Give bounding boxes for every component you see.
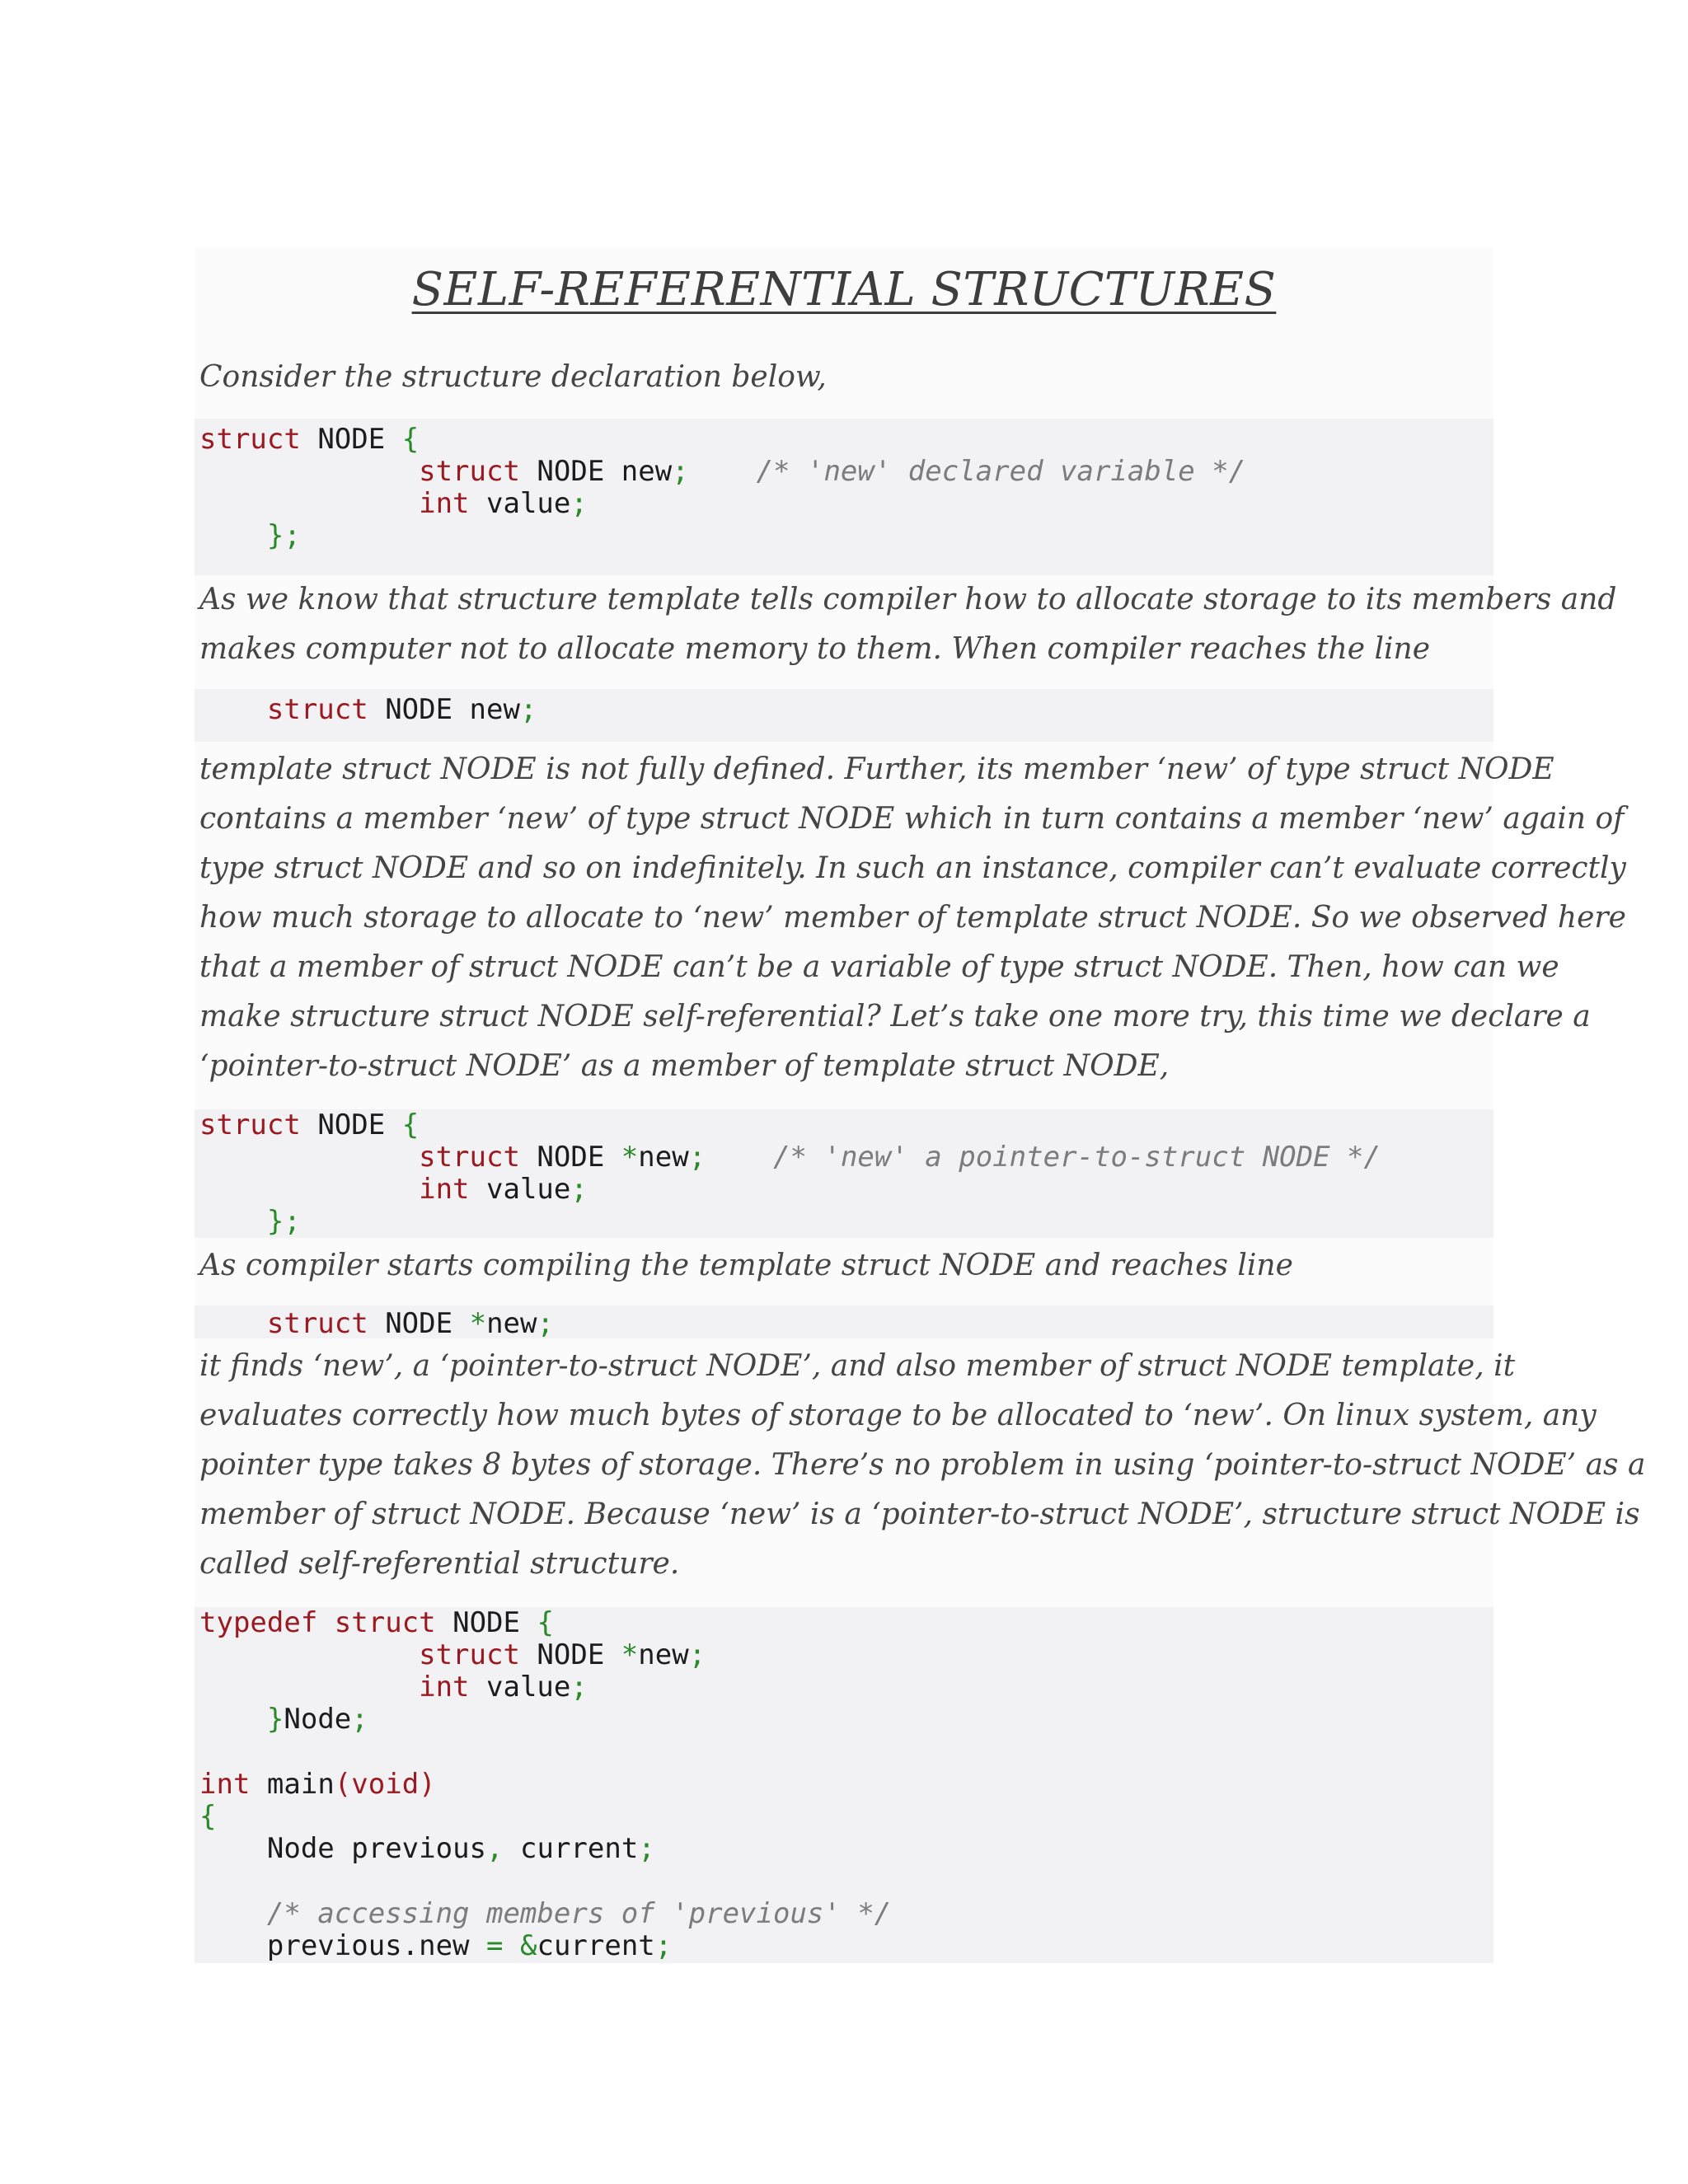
paragraph-line: that a member of struct NODE can’t be a variable of type struct NODE. Then, how can we xyxy=(199,950,1559,984)
code-line: }; xyxy=(266,1205,301,1238)
code-line: }; xyxy=(266,519,301,552)
paragraph-line: called self-referential structure. xyxy=(199,1547,680,1581)
paragraph-line: evaluates correctly how much bytes of storage to be allocated to ‘new’. On linux system, any xyxy=(199,1399,1597,1432)
code-block-line-pointer xyxy=(195,1305,1493,1338)
code-line: struct NODE *new; /* 'new' a pointer-to-struct NODE */ xyxy=(419,1141,1381,1174)
code-line: struct NODE *new; xyxy=(266,1307,554,1340)
paragraph-line: it finds ‘new’, a ‘pointer-to-struct NODE’, and also member of struct NODE template, it xyxy=(199,1349,1516,1383)
code-line: /* accessing members of 'previous' */ xyxy=(266,1897,892,1930)
document-page xyxy=(195,247,1646,1962)
code-line: }Node; xyxy=(266,1703,368,1736)
code-line: struct NODE { xyxy=(199,1108,420,1141)
code-blank-line xyxy=(195,1736,1493,1769)
paragraph-line: member of struct NODE. Because ‘new’ is a ‘pointer-to-struct NODE’, structure struct NODE is xyxy=(199,1497,1640,1531)
paragraph-line: ‘pointer-to-struct NODE’ as a member of template struct NODE, xyxy=(199,1049,1170,1083)
paragraph-line: contains a member ‘new’ of type struct NODE which in turn contains a member ‘new’ again of xyxy=(199,802,1625,836)
code-block-line-variable xyxy=(195,689,1493,742)
paragraph-compiling xyxy=(199,1241,1490,1291)
code-line: { xyxy=(199,1800,217,1833)
code-line: struct NODE new; /* 'new' declared variable */ xyxy=(419,455,1246,488)
paragraph-line: Consider the structure declaration below, xyxy=(199,360,827,394)
paragraph-storage xyxy=(199,575,1617,674)
paragraph-explanation xyxy=(199,745,1626,1091)
paragraph-line: make structure struct NODE self-referential? Let’s take one more try, this time we declare a xyxy=(199,1000,1591,1033)
paragraph-line: makes computer not to allocate memory to them. When compiler reaches the line xyxy=(199,632,1431,666)
page-title: SELF-REFERENTIAL STRUCTURES xyxy=(411,263,1277,316)
paragraph-self-referential xyxy=(199,1342,1646,1589)
code-line: previous.new = &current; xyxy=(266,1929,673,1962)
code-block-typedef-main xyxy=(195,1607,1493,1963)
code-line: typedef struct NODE { xyxy=(199,1606,554,1639)
code-block-struct-pointer xyxy=(195,1109,1493,1238)
code-line: struct NODE *new; xyxy=(419,1638,706,1671)
paragraph-line: As compiler starts compiling the template struct NODE and reaches line xyxy=(199,1249,1293,1282)
code-block-struct-variable xyxy=(195,419,1493,575)
code-line: int value; xyxy=(419,1173,588,1206)
paragraph-line: pointer type takes 8 bytes of storage. There’s no problem in using ‘pointer-to-struct NODE’ as a xyxy=(199,1448,1646,1482)
code-line: struct NODE { xyxy=(199,423,420,456)
paragraph-line: type struct NODE and so on indefinitely. In such an instance, compiler can’t evaluate correctly xyxy=(199,851,1626,885)
code-line: int value; xyxy=(419,487,588,520)
paragraph-line: As we know that structure template tells compiler how to allocate storage to its members and xyxy=(199,583,1617,616)
paragraph-line: template struct NODE is not fully defined. Further, its member ‘new’ of type struct NODE xyxy=(199,752,1554,786)
paragraph-line: how much storage to allocate to ‘new’ member of template struct NODE. So we observed here xyxy=(199,901,1626,935)
code-blank-line xyxy=(195,1865,1493,1898)
code-line: Node previous, current; xyxy=(266,1832,655,1865)
code-line: struct NODE new; xyxy=(266,693,537,726)
code-line: int main(void) xyxy=(199,1768,436,1801)
code-line: int value; xyxy=(419,1671,588,1704)
intro-paragraph xyxy=(199,353,1490,402)
